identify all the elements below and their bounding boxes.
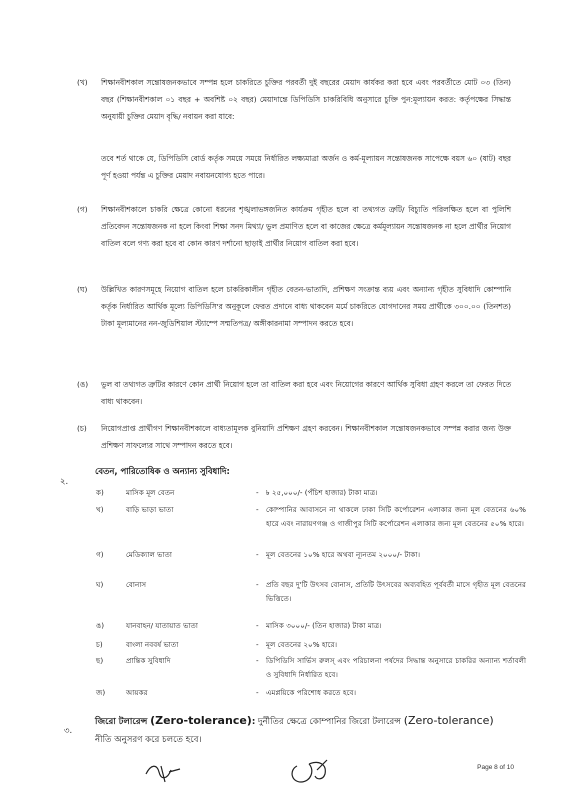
clause-mark: (গ) xyxy=(77,205,88,214)
clause-text: শিক্ষানবীশকালে চাকরি ক্ষেত্রে কোনো ধরনের শৃঙ্খলাভঙ্গজনিত কার্যক্রম গৃহীত হলে বা তথ্যগত ত্রুটি/ বিচ্যুতি পরিলক্ষিত হলে বা পুলিশি প্রতিবেদন সন্তোষজনক না হলে কিংবা শিক্ষা সনদ মিথ্যা/ ভুল প্রমাণিত হলে বা কাজের ক্ষেত্রে কর্মমূল্যায়ন সন্তোষজনক না হলে প্রার্থীর নিয়োগ বাতিল বলে গণ্য করা হবে বা কোন কারণ দর্শানো ছাড়াই প্রার্থীর নিয়োগ বাতিল করা হবে। xyxy=(101,205,511,248)
row-dash: - xyxy=(256,688,259,697)
row-value: ডিপিডিসি সার্ভিস রুলস্ এবং পরিচালনা পর্ষদের সিদ্ধান্ত অনুসারে চাকরির অন্যান্য শর্তাবলী ও সুবিধাদি নির্ধারিত হবে। xyxy=(266,656,526,679)
section-3-number: ৩. xyxy=(64,725,73,735)
clause-text: উল্লিখিত কারণসমূহে নিয়োগ বাতিল হলে চাকরিকালীন গৃহীত বেতন-ভাতাদি, প্রশিক্ষণ সংক্রান্ত ব্যয় এবং অন্যান্য গৃহীত সুবিধাদি কোম্পানি কর্তৃক নির্ধারিত আর্থিক মূল্যে ডিপিডিসি'র অনুকূলে ফেরত প্রদানে বাধ্য থাকবেন মর্মে চাকরিতে যোগদানের সময় প্রার্থীকে ৩০০.০০ (তিনশত) টাকা মূল্যমানের নন-জুডিশিয়াল স্ট্যাম্পে সম্মতিপত্র/ অঙ্গীকারনামা সম্পাদন করতে হবে। xyxy=(101,285,511,328)
row-mark: খ) xyxy=(96,505,104,514)
section-3-text-a: দুর্নীতির ক্ষেত্রে কোম্পানির জিরো টলারেন্স xyxy=(258,717,401,727)
clause-kha xyxy=(77,74,511,125)
clause-ga xyxy=(77,201,511,252)
row-dash: - xyxy=(256,656,259,665)
clause-gha xyxy=(77,281,511,332)
row-value: ৳ ২৫,০০০/- (পঁচিশ হাজার) টাকা মাত্র। xyxy=(266,488,378,497)
clause-text: শিক্ষানবীশকাল সন্তোষজনকভাবে সম্পন্ন হলে চাকরিতে চুক্তির পরবর্তী দুই বছরের মেয়াদ কার্যকর করা হবে এবং পরবর্তীতে মোট ০৩ (তিন) বছর (শিক্ষানবীশকাল ০১ বছর + অবশিষ্ট ০২ বছর) মেয়াদান্তে ডিপিডিসি চাকরিবিধি অনুসারে চুক্তি পুন:মূল্যায়ন করত: কর্তৃপক্ষের সিদ্ধান্ত অনুযায়ী চুক্তির মেয়াদ বৃদ্ধি/ নবায়ন করা যাবে: xyxy=(101,78,511,121)
row-mark: ঙ) xyxy=(96,621,105,630)
clause-proviso xyxy=(101,150,511,184)
row-value: এমপ্লয়িকে পরিশোধ করতে হবে। xyxy=(266,688,357,697)
section-2-heading: বেতন, পারিতোষিক ও অন্যান্য সুবিধাদি: xyxy=(95,466,230,476)
clause-mark: (ঘ) xyxy=(77,285,88,294)
row-value: প্রতি বছর দু'টি উৎসব বোনাস, প্রতিটি উৎসবের অব্যবহিত পূর্ববর্তী মাসে গৃহীত মূল বেতনের ভিত্তিতে। xyxy=(266,580,526,603)
clause-text: নিয়োগপ্রাপ্ত প্রার্থীগণ শিক্ষানবীশকালে বাধ্যতামূলক বুনিয়াদি প্রশিক্ষণ গ্রহণ করবেন। শিক্ষানবীশকাল সন্তোষজনকভাবে সম্পন্ন করার জন্য উক্ত প্রশিক্ষণ সাফল্যের সাথে সম্পাদন করতে হবে। xyxy=(101,424,511,450)
row-value: মূল বেতনের ১০% হারে অথবা ন্যূনতম ২০০০/- টাকা। xyxy=(266,550,421,559)
row-mark: ঘ) xyxy=(96,580,104,589)
row-label: মাসিক মূল বেতন xyxy=(126,488,175,497)
row-label: বোনাস xyxy=(126,580,147,589)
row-value: মূল বেতনের ২০% হারে। xyxy=(266,640,338,649)
row-dash: - xyxy=(256,488,259,497)
clause-text: ভুল বা তথ্যগত ত্রুটির কারণে কোন প্রার্থী নিয়োগ হলে তা বাতিল করা হবে এবং নিয়োগের কারণে আর্থিক সুবিধা গ্রহণ করলে তা ফেরত দিতে বাধ্য থাকবেন। xyxy=(101,380,511,406)
row-dash: - xyxy=(256,621,259,630)
row-label: মেডিক্যাল ভাতা xyxy=(126,550,173,559)
row-label: বাড়ি ভাড়া ভাতা xyxy=(126,505,174,514)
clause-mark: (খ) xyxy=(77,78,88,87)
clause-mark: (ঙ) xyxy=(77,380,89,389)
section-3-heading: জিরো টলারেন্স xyxy=(95,717,148,727)
row-label: বাংলা নববর্ষ ভাতা xyxy=(126,640,179,649)
row-dash: - xyxy=(256,580,259,589)
row-label: আয়কর xyxy=(126,688,148,697)
row-dash: - xyxy=(256,640,259,649)
clause-text: তবে শর্ত থাকে যে, ডিপিডিসি বোর্ড কর্তৃক সময়ে সময়ে নির্ধারিত লক্ষ্যমাত্রা অর্জন ও কর্ম-মূল্যায়ন সন্তোষজনক সাপেক্ষে বয়স ৬০ (ষাট) বছর পূর্ণ হওয়া পর্যন্ত এ চুক্তির মেয়াদ নবায়নযোগ্য হতে পারে। xyxy=(101,154,511,180)
row-value: মাসিক ৩০০০/- (তিন হাজার) টাকা মাত্র। xyxy=(266,621,382,630)
row-value: কোম্পানির আবাসনে না থাকলে ঢাকা সিটি কর্পোরেশন এলাকার জন্য মূল বেতনের ৬০% হারে এবং নারায়ণগঞ্জ ও গাজীপুর সিটি কর্পোরেশন এলাকার জন্য মূল বেতনের ৫০% হারে। xyxy=(266,505,526,528)
clause-cha xyxy=(77,420,511,454)
section-3-text-b: নীতি অনুসরণ করে চলতে হবে। xyxy=(95,735,202,745)
row-mark: ছ) xyxy=(96,656,104,665)
row-label: যানবাহন/ যাতায়াত ভাতা xyxy=(126,621,198,630)
page-number: Page 8 of 10 xyxy=(477,764,514,771)
section-3-text: জিরো টলারেন্স (Zero-tolerance): দুর্নীতির ক্ষেত্রে কোম্পানির জিরো টলারেন্স (Zero-tolerance) নীতি অনুসরণ করে চলতে হবে। xyxy=(95,714,494,745)
signature-left xyxy=(143,760,183,786)
row-mark: চ) xyxy=(96,640,103,649)
row-label: প্রান্তিক সুবিধাদি xyxy=(126,656,171,665)
row-mark: গ) xyxy=(96,550,104,559)
row-mark: জ) xyxy=(96,688,106,697)
section-3-text-en: (Zero-tolerance) xyxy=(403,714,494,727)
section-3-heading-en: (Zero-tolerance) xyxy=(150,714,252,727)
section-2-number: ২. xyxy=(60,476,69,486)
row-mark: ক) xyxy=(96,488,104,497)
row-dash: - xyxy=(256,505,259,514)
clause-umo xyxy=(77,376,511,410)
row-dash: - xyxy=(256,550,259,559)
signature-right xyxy=(287,756,331,788)
clause-mark: (চ) xyxy=(77,424,87,433)
